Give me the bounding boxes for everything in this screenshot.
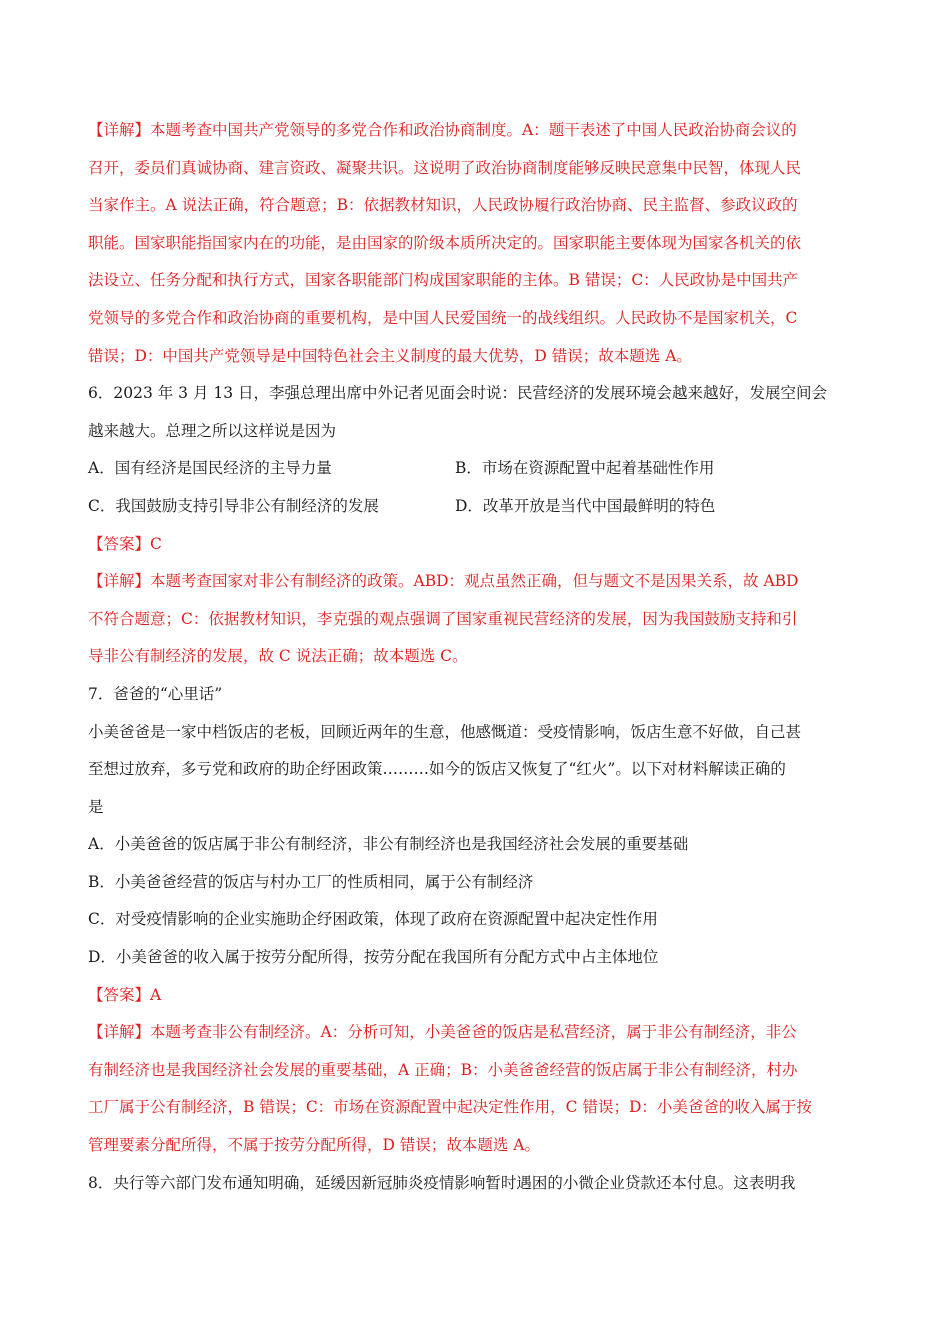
option-d: D．小美爸爸的收入属于按劳分配所得，按劳分配在我国所有分配方式中占主体地位 [88,948,659,967]
question-stem: 8．央行等六部门发布通知明确，延缓因新冠肺炎疫情影响暂时遇困的小微企业贷款还本付息。这表明我 [88,1173,796,1192]
detail-line: 有制经济也是我国经济社会发展的重要基础，A 正确；B：小美爸爸经营的饭店属于非公有制经济，村办 [88,1060,798,1079]
question-stem: 6．2023 年 3 月 13 日，李强总理出席中外记者见面会时说：民营经济的发展环境会越来越好，发展空间会 [88,384,828,403]
detail-line: 【详解】本题考查国家对非公有制经济的政策。ABD：观点虽然正确，但与题文不是因果关系，故 ABD [88,572,799,591]
detail-line: 管理要素分配所得，不属于按劳分配所得，D 错误；故本题选 A。 [88,1136,540,1155]
answer: 【答案】C [88,534,162,553]
detail-line: 召开，委员们真诚协商、建言资政、凝聚共识。这说明了政治协商制度能够反映民意集中民智，体现人民 [88,158,802,177]
detail-line: 错误；D：中国共产党领导是中国特色社会主义制度的最大优势，D 错误；故本题选 A。 [88,346,692,365]
question-7 [88,676,864,1165]
detail-line: 党领导的多党合作和政治协商的重要机构，是中国人民爱国统一的战线组织。人民政协不是国家机关，C [88,308,798,327]
detail-line: 【详解】本题考查中国共产党领导的多党合作和政治协商制度。A：题干表述了中国人民政治协商会议的 [88,121,797,139]
question-title: 7．爸爸的“心里话” [88,684,223,703]
q5-detail [88,112,864,375]
option-d: D．改革开放是当代中国最鲜明的特色 [455,496,716,515]
option-a: A．小美爸爸的饭店属于非公有制经济，非公有制经济也是我国经济社会发展的重要基础 [88,835,689,854]
option-row [88,450,864,488]
question-stem: 是 [88,797,104,816]
option-b: B．市场在资源配置中起着基础性作用 [455,459,715,478]
option-a: A．国有经济是国民经济的主导力量 [88,459,332,478]
detail-line: 法设立、任务分配和执行方式，国家各职能部门构成国家职能的主体。B 错误；C：人民政协是中国共产 [88,271,799,290]
document-page [88,112,864,1202]
option-c: C．对受疫情影响的企业实施助企纾困政策，体现了政府在资源配置中起决定性作用 [88,910,658,929]
question-stem: 越来越大。总理之所以这样说是因为 [88,421,337,440]
question-8 [88,1165,864,1203]
detail-line: 职能。国家职能指国家内在的功能，是由国家的阶级本质所决定的。国家职能主要体现为国家各机关的依 [88,233,802,252]
detail-line: 当家作主。A 说法正确，符合题意；B：依据教材知识，人民政协履行政治协商、民主监督、参政议政的 [88,196,798,215]
question-6 [88,375,864,676]
answer: 【答案】A [88,985,162,1004]
question-stem: 至想过放弃，多亏党和政府的助企纾困政策………如今的饭店又恢复了“红火”。以下对材料解读正确的 [88,760,786,779]
option-c: C．我国鼓励支持引导非公有制经济的发展 [88,496,379,515]
option-row [88,488,864,526]
question-stem: 小美爸爸是一家中档饭店的老板，回顾近两年的生意，他感慨道：受疫情影响，饭店生意不好做，自己甚 [88,722,802,741]
option-b: B．小美爸爸经营的饭店与村办工厂的性质相同，属于公有制经济 [88,872,534,891]
detail-line: 【详解】本题考查非公有制经济。A：分析可知，小美爸爸的饭店是私营经济，属于非公有制经济，非公 [88,1023,797,1042]
detail-line: 不符合题意；C：依据教材知识，李克强的观点强调了国家重视民营经济的发展，因为我国鼓励支持和引 [88,609,798,628]
detail-line: 工厂属于公有制经济，B 错误；C：市场在资源配置中起决定性作用，C 错误；D：小美爸爸的收入属于按 [88,1098,812,1117]
detail-line: 导非公有制经济的发展，故 C 说法正确；故本题选 C。 [88,647,468,666]
